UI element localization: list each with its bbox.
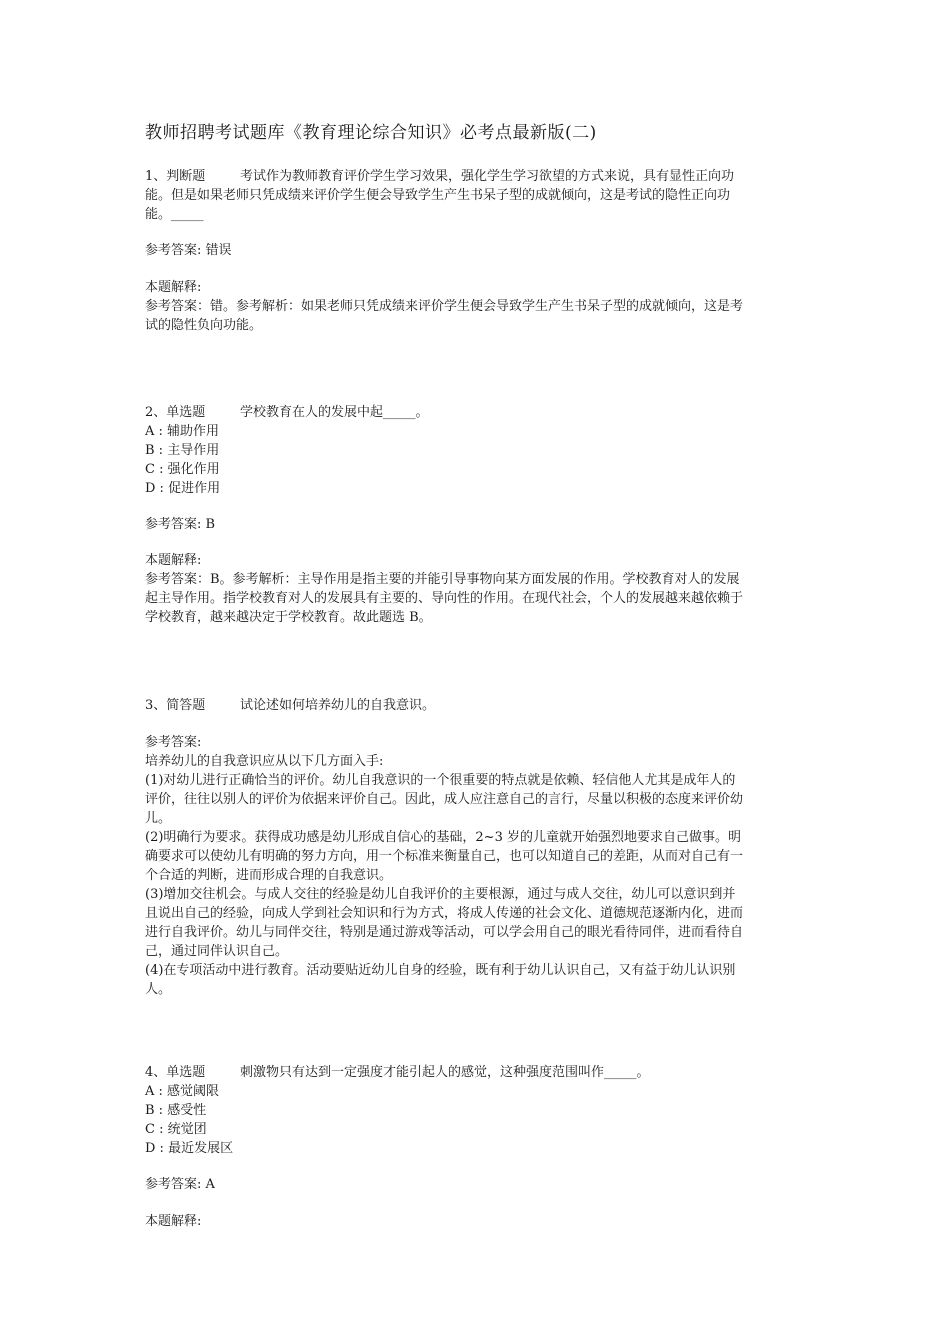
explanation-text: 参考答案：错。参考解析：如果老师只凭成绩来评价学生便会导致学生产生书呆子型的成就倾向，这是考 (145, 299, 744, 314)
answer-text: 培养幼儿的自我意识应从以下几方面入手: (145, 754, 384, 769)
question-type: 4、单选题 (145, 1065, 206, 1080)
option-b: B : 感受性 (145, 1103, 207, 1118)
question-stem: 刺激物只有达到一定强度才能引起人的感觉，这种强度范围叫作_____。 (240, 1065, 650, 1080)
question-3 (145, 696, 810, 715)
page-title: 教师招聘考试题库《教育理论综合知识》必考点最新版(二) (145, 123, 597, 143)
explanation-text: 起主导作用。指学校教育对人的发展具有主要的、导向性的作用。在现代社会，个人的发展越来越依赖于 (145, 591, 744, 606)
question-type: 2、单选题 (145, 405, 206, 420)
answer-text: 儿。 (145, 811, 172, 826)
explanation-label: 本题解释: (145, 553, 202, 568)
answer-text: (4)在专项活动中进行教育。活动要贴近幼儿自身的经验，既有利于幼儿认识自己，又有益于幼儿认识别 (145, 963, 736, 978)
answer-text: 己，通过同伴认识自己。 (145, 944, 289, 959)
explanation (145, 551, 810, 627)
option-d: D : 最近发展区 (145, 1141, 234, 1156)
explanation (145, 278, 810, 335)
answer-text: (3)增加交往机会。与成人交往的经验是幼儿自我评价的主要根源，通过与成人交往，幼儿可以意识到并 (145, 887, 736, 902)
option-a: A : 辅助作用 (145, 424, 220, 439)
question-type: 1、判断题 (145, 169, 206, 184)
answer-text: (1)对幼儿进行正确恰当的评价。幼儿自我意识的一个很重要的特点就是依赖、轻信他人尤其是成年人的 (145, 773, 736, 788)
question-stem: 学校教育在人的发展中起_____。 (240, 405, 429, 420)
explanation-text: 参考答案：B。参考解析：主导作用是指主要的并能引导事物向某方面发展的作用。学校教育对人的发展 (145, 572, 740, 587)
option-b: B : 主导作用 (145, 443, 220, 458)
question-4 (145, 1063, 810, 1158)
question-type: 3、简答题 (145, 698, 206, 713)
answer: 参考答案: A (145, 1177, 215, 1192)
answer: 参考答案: B (145, 517, 216, 532)
explanation-label: 本题解释: (145, 1214, 202, 1229)
question-stem: 试论述如何培养幼儿的自我意识。 (240, 698, 436, 713)
answer-text: 确要求可以使幼儿有明确的努力方向，用一个标准来衡量自己，也可以知道自己的差距，从而对自己有一 (145, 849, 744, 864)
answer-text: 进行自我评价。幼儿与同伴交往，特别是通过游戏等活动，可以学会用自己的眼光看待同伴，进而看待自 (145, 925, 744, 940)
answer-label: 参考答案: (145, 735, 202, 750)
explanation-label: 本题解释: (145, 280, 202, 295)
answer: 参考答案: 错误 (145, 243, 232, 258)
option-c: C : 统觉团 (145, 1122, 207, 1137)
option-c: C : 强化作用 (145, 462, 220, 477)
question-stem-cont: 能。但是如果老师只凭成绩来评价学生便会导致学生产生书呆子型的成就倾向，这是考试的隐性正向功 (145, 188, 731, 203)
explanation (145, 1212, 810, 1231)
answer (145, 733, 810, 999)
answer-text: 且说出自己的经验，向成人学到社会知识和行为方式，将成人传递的社会文化、道德规范逐渐内化，进而 (145, 906, 744, 921)
answer-text: 人。 (145, 982, 172, 997)
question-1 (145, 167, 810, 224)
answer-text: 评价，往往以别人的评价为依据来评价自己。因此，成人应注意自己的言行，尽量以积极的态度来评价幼 (145, 792, 744, 807)
question-stem: 考试作为教师教育评价学生学习效果，强化学生学习欲望的方式来说，具有显性正向功 (240, 169, 735, 184)
explanation-text: 试的隐性负向功能。 (145, 318, 263, 333)
question-2 (145, 403, 810, 498)
answer-text: (2)明确行为要求。获得成功感是幼儿形成自信心的基础，2~3 岁的儿童就开始强烈地要求自己做事。明 (145, 830, 741, 845)
option-a: A : 感觉阈限 (145, 1084, 220, 1099)
option-d: D : 促进作用 (145, 481, 221, 496)
explanation-text: 学校教育，越来越决定于学校教育。故此题选 B。 (145, 610, 432, 625)
answer-text: 个合适的判断，进而形成合理的自我意识。 (145, 868, 393, 883)
question-stem-cont: 能。_____ (145, 207, 204, 222)
